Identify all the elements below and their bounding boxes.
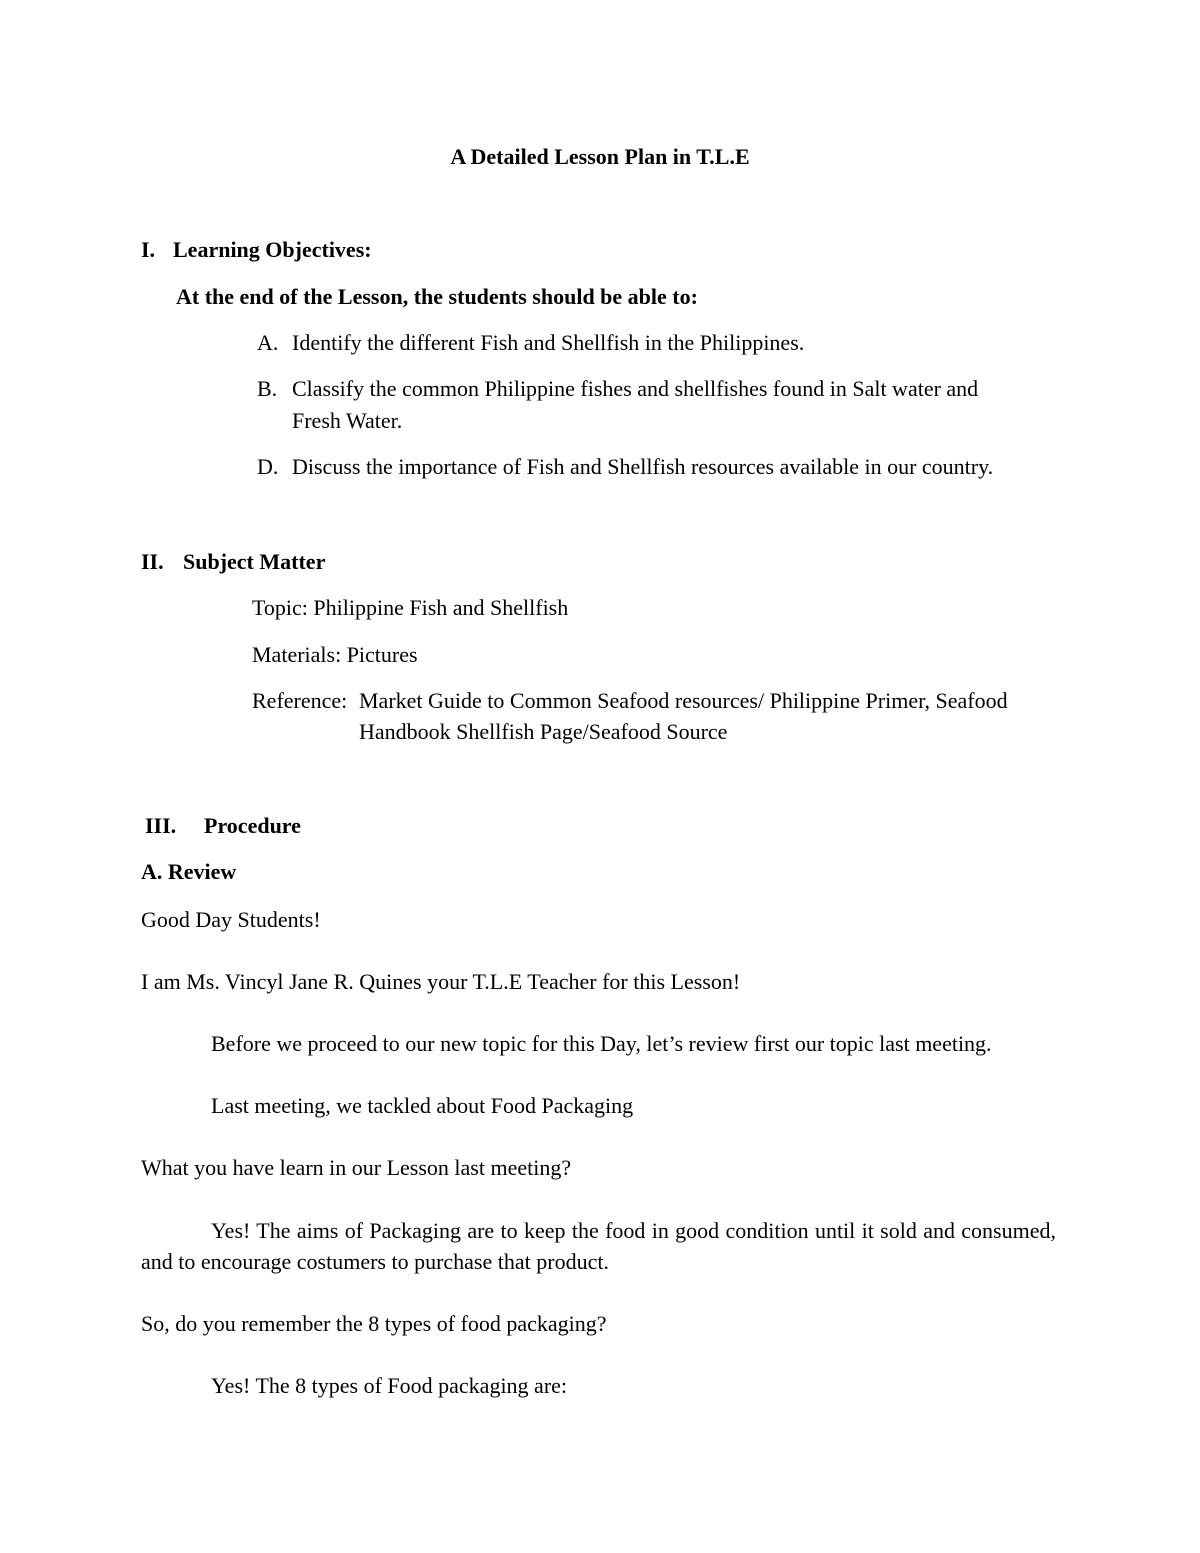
procedure-paragraph-text: Yes! The aims of Packaging are to keep the food in good condition until it sold and consumed, and to encourage costumers to purchase that product. [141,1218,1056,1274]
subject-materials: Materials: Pictures [252,642,418,667]
objective-b-text-line1: Classify the common Philippine fishes and shellfishes found in Salt water and [292,376,979,401]
section-objectives-numeral: I. [141,237,156,262]
objectives-intro: At the end of the Lesson, the students should be able to: [176,284,698,309]
subject-reference-label: Reference: [252,688,348,713]
page-title: A Detailed Lesson Plan in T.L.E [450,144,750,169]
section-subject-numeral: II. [141,549,164,574]
procedure-paragraph: Good Day Students! [141,907,321,932]
subject-reference-line1: Market Guide to Common Seafood resources/ Philippine Primer, Seafood [359,688,1008,713]
section-procedure-heading: Procedure [204,813,301,838]
subject-topic: Topic: Philippine Fish and Shellfish [252,595,569,620]
objective-a-letter: A. [257,330,279,355]
section-objectives-heading: Learning Objectives: [173,237,372,262]
objective-d-letter: D. [257,454,279,479]
procedure-paragraph: Before we proceed to our new topic for this Day, let’s review first our topic last meeting. [211,1031,992,1056]
objective-b-text-line2: Fresh Water. [292,408,403,433]
objective-d-text: Discuss the importance of Fish and Shellfish resources available in our country. [292,454,994,479]
procedure-subheading-review: A. Review [141,859,237,884]
procedure-paragraph: Last meeting, we tackled about Food Packaging [211,1093,634,1118]
procedure-paragraph: What you have learn in our Lesson last meeting? [141,1155,572,1180]
objective-a-text: Identify the different Fish and Shellfish in the Philippines. [292,330,805,355]
procedure-paragraph: Yes! The 8 types of Food packaging are: [211,1373,568,1398]
section-procedure-numeral: III. [145,813,177,838]
procedure-paragraph-justified [141,1215,1056,1277]
procedure-paragraph: So, do you remember the 8 types of food packaging? [141,1311,607,1336]
procedure-paragraph: I am Ms. Vincyl Jane R. Quines your T.L.E Teacher for this Lesson! [141,969,741,994]
section-subject-heading: Subject Matter [183,549,326,574]
objective-b-letter: B. [257,376,278,401]
subject-reference-line2: Handbook Shellfish Page/Seafood Source [359,719,728,744]
